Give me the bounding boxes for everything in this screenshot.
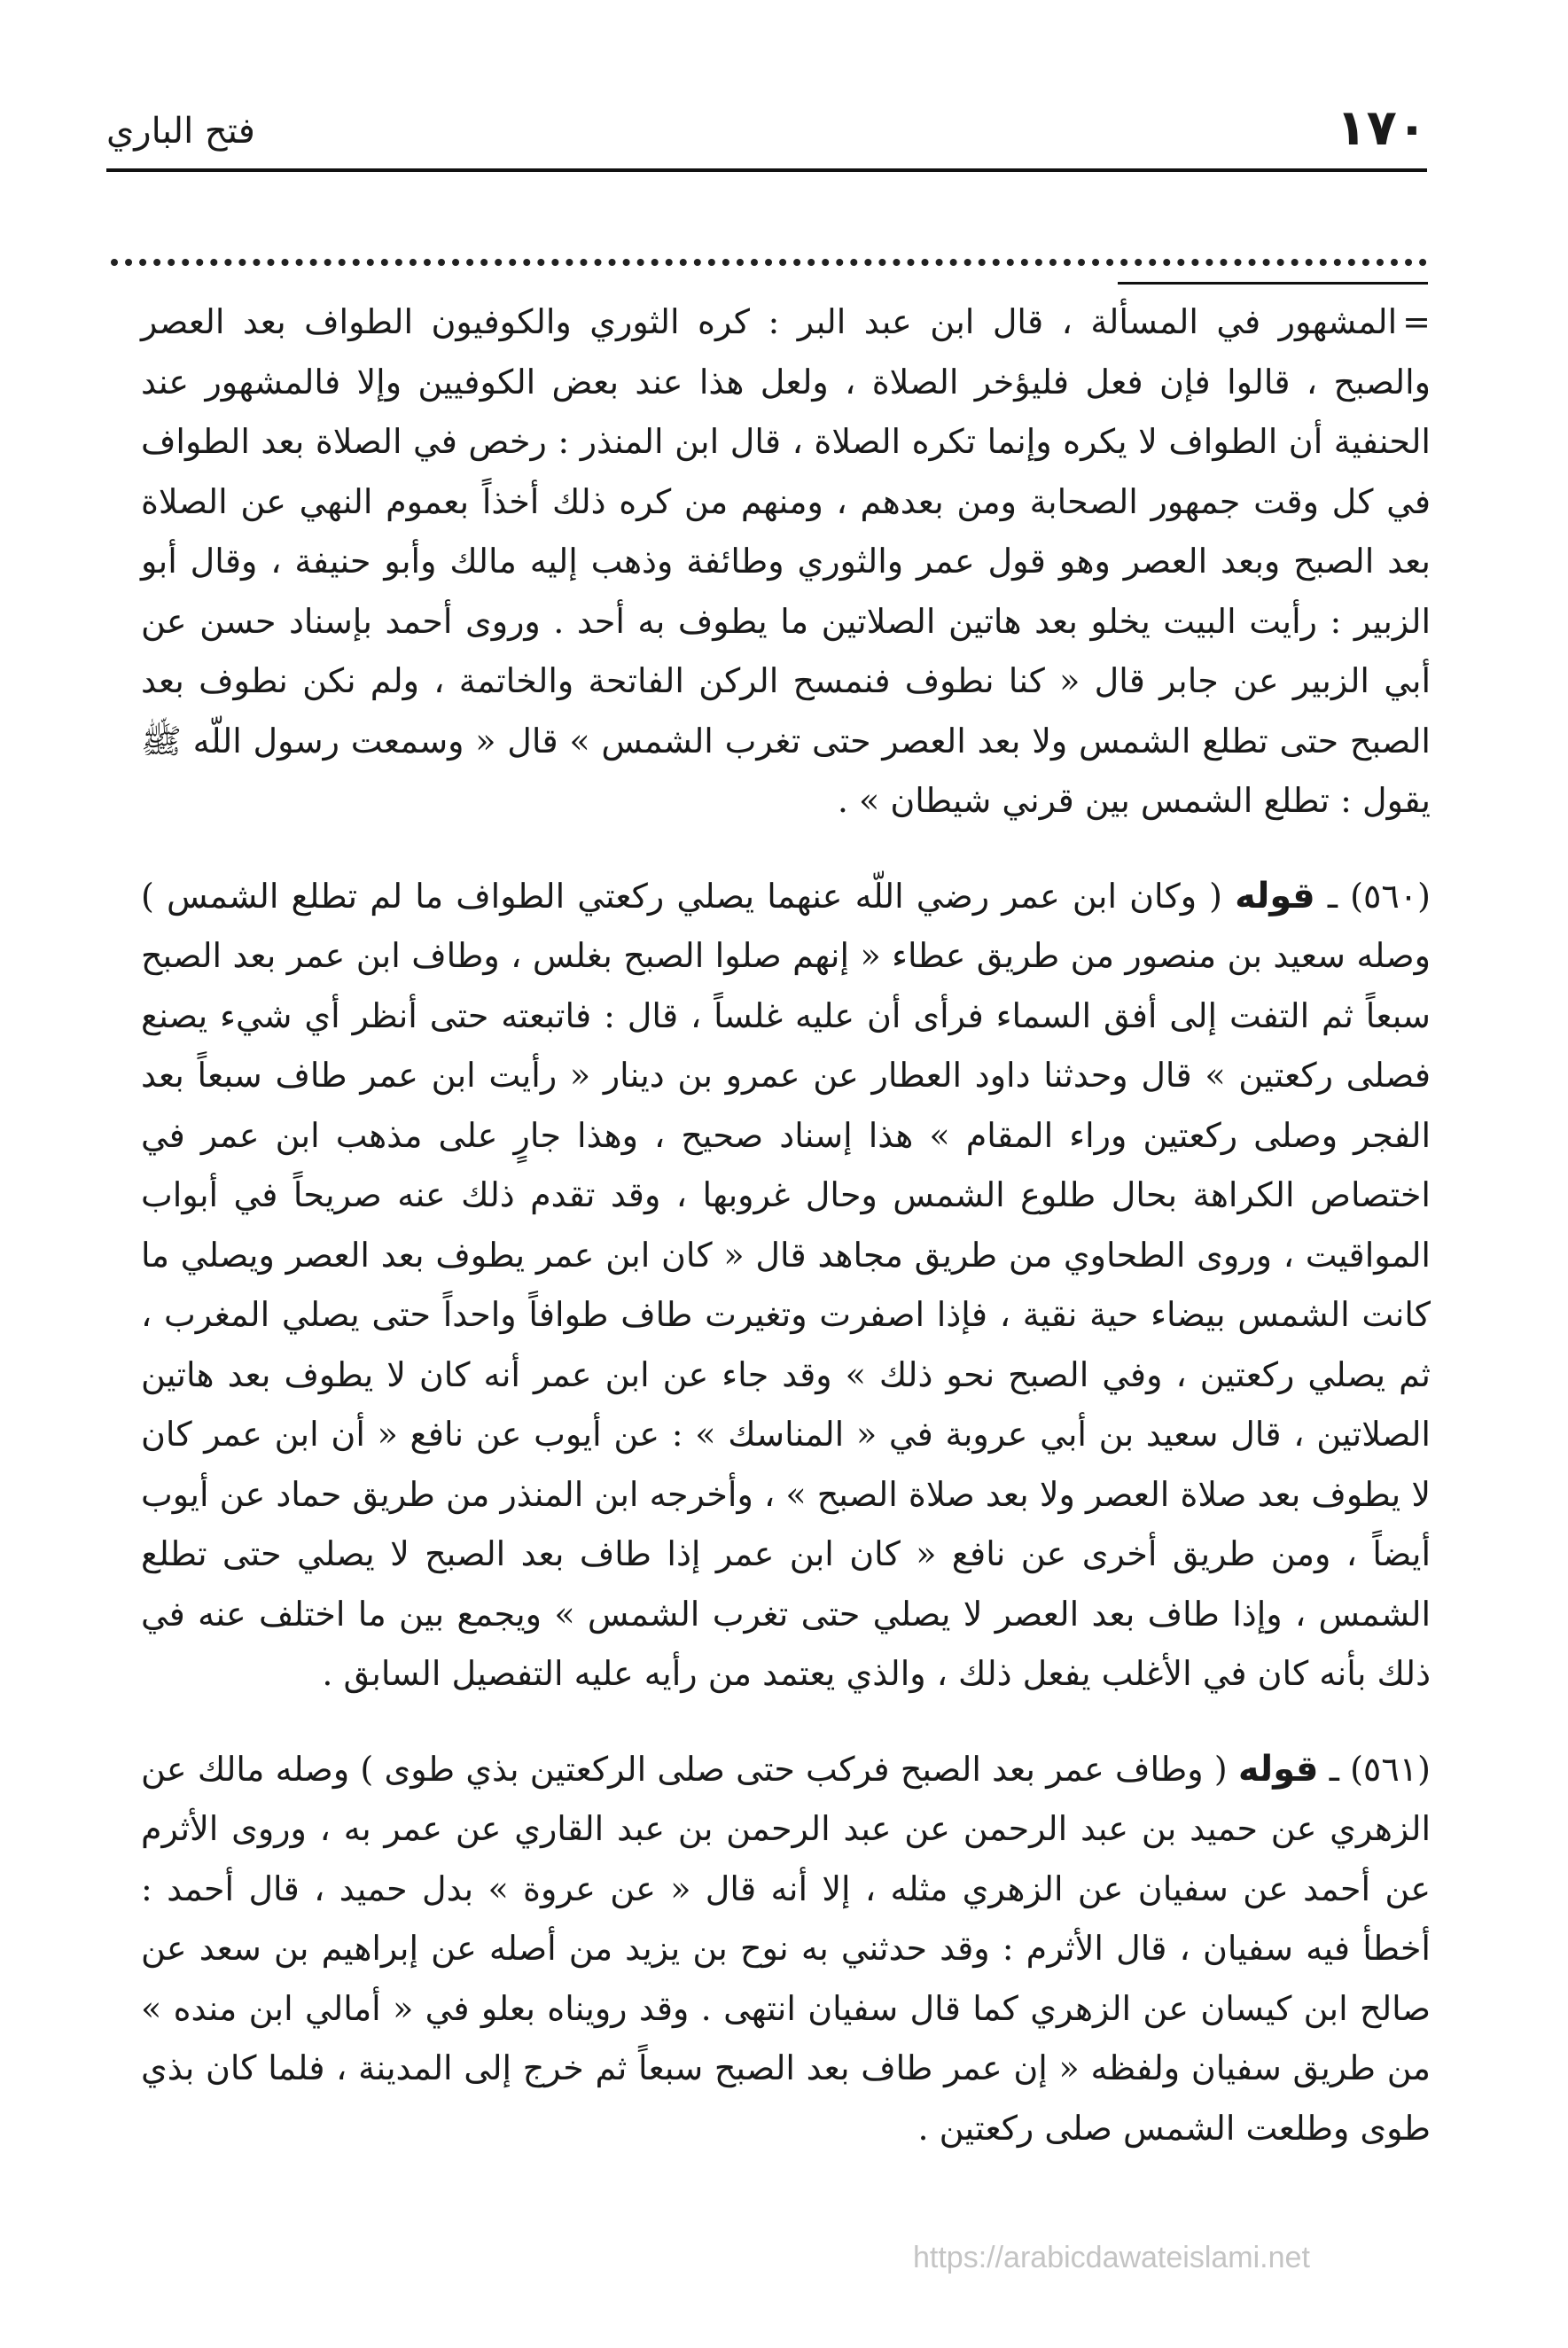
page-number: ١٧٠ (1336, 99, 1427, 157)
footnote-continuation-marker: = (1402, 302, 1431, 341)
paragraph-text: ( وكان ابن عمر رضي اللّه عنهما يصلي ركعتي الطواف ما لم تطلع الشمس ) وصله سعيد بن منصور من طريق عطاء « إنهم صلوا الصبح بغلس ، وطاف ابن عمر بعد الصبح سبعاً ثم التفت إلى أفق السماء فرأى أن عليه غلساً ، قال : فاتبعته حتى أنظر أي شيء يصنع فصلى ركعتين » قال وحدثنا داود العطار عن عمرو بن دينار « رأيت ابن عمر طاف سبعاً بعد الفجر وصلى ركعتين وراء المقام » هذا إسناد صحيح ، وهذا جارٍ على مذهب ابن عمر في اختصاص الكراهة بحال طلوع الشمس وحال غروبها ، وقد تقدم ذلك عنه صريحاً في أبواب المواقيت ، وروى الطحاوي من طريق مجاهد قال « كان ابن عمر يطوف بعد العصر ويصلي ما كانت الشمس بيضاء حية نقية ، فإذا اصفرت وتغيرت طاف طوافاً واحداً حتى يصلي المغرب ، ثم يصلي ركعتين ، وفي الصبح نحو ذلك » وقد جاء عن ابن عمر أنه كان لا يطوف بعد هاتين الصلاتين ، قال سعيد بن أبي عروبة في « المناسك » : عن أيوب عن نافع « أن ابن عمر كان لا يطوف بعد صلاة العصر ولا بعد صلاة الصبح » ، وأخرجه ابن المنذر من طريق حماد عن أيوب أيضاً ، ومن طريق أخرى عن نافع « كان ابن عمر إذا طاف بعد الصبح لا يصلي حتى تطلع الشمس ، وإذا طاف بعد العصر لا يصلي حتى تغرب الشمس » ويجمع بين ما اختلف عنه في ذلك بأنه كان في الأغلب يفعل ذلك ، والذي يعتمد من رأيه عليه التفصيل السابق . (141, 876, 1431, 1693)
page-body (141, 293, 1431, 2158)
footnote-start-rule (1118, 282, 1428, 285)
commentary-paragraph (141, 1740, 1431, 2159)
footnote-text: المشهور في المسألة ، قال ابن عبد البر : كره الثوري والكوفيون الطواف بعد العصر والصبح ، قالوا فإن فعل فليؤخر الصلاة ، ولعل هذا عند بعض الكوفيين وإلا فالمشهور عند الحنفية أن الطواف لا يكره وإنما تكره الصلاة ، قال ابن المنذر : رخص في الصلاة بعد الطواف في كل وقت جمهور الصحابة ومن بعدهم ، ومنهم من كره ذلك أخذاً بعموم النهي عن الصلاة بعد الصبح وبعد العصر وهو قول عمر والثوري وطائفة وذهب إليه مالك وأبو حنيفة ، وقال أبو الزبير : رأيت البيت يخلو بعد هاتين الصلاتين ما يطوف به أحد . وروى أحمد بإسناد حسن عن أبي الزبير عن جابر قال « كنا نطوف فنمسح الركن الفاتحة والخاتمة ، ولم نكن نطوف بعد الصبح حتى تطلع الشمس ولا بعد العصر حتى تغرب الشمس » قال « وسمعت رسول اللّه ﷺ يقول : تطلع الشمس بين قرني شيطان » . (141, 302, 1431, 820)
commentary-paragraph (141, 867, 1431, 1704)
paragraph-text: ( وطاف عمر بعد الصبح فركب حتى صلى الركعتين بذي طوى ) وصله مالك عن الزهري عن حميد بن عبد الرحمن عن عبد الرحمن بن عبد القاري عن عمر به ، وروى الأثرم عن أحمد عن سفيان عن الزهري مثله ، إلا أنه قال « عن عروة » بدل حميد ، قال أحمد : أخطأ فيه سفيان ، قال الأثرم : وقد حدثني به نوح بن يزيد من أصله عن إبراهيم بن سعد عن صالح ابن كيسان عن الزهري كما قال سفيان انتهى . وقد رويناه بعلو في « أمالي ابن منده » من طريق سفيان ولفظه « إن عمر طاف بعد الصبح سبعاً ثم خرج إلى المدينة ، فلما كان بذي طوى وطلعت الشمس صلى ركعتين . (141, 1749, 1431, 2148)
footnote-dotted-divider (111, 259, 1427, 266)
paragraph-lead-word: قوله (1237, 1748, 1319, 1790)
footnote-continuation (141, 293, 1431, 831)
paragraph-number: (٥٦١) ـ (1329, 1749, 1431, 1789)
paragraph-number: (٥٦٠) ـ (1327, 876, 1431, 916)
page-header (106, 98, 1427, 168)
paragraph-lead-word: قوله (1235, 875, 1315, 917)
site-watermark: https://arabicdawateislami.net (913, 2241, 1310, 2274)
book-title: فتح الباري (106, 111, 255, 152)
header-divider (106, 168, 1427, 172)
